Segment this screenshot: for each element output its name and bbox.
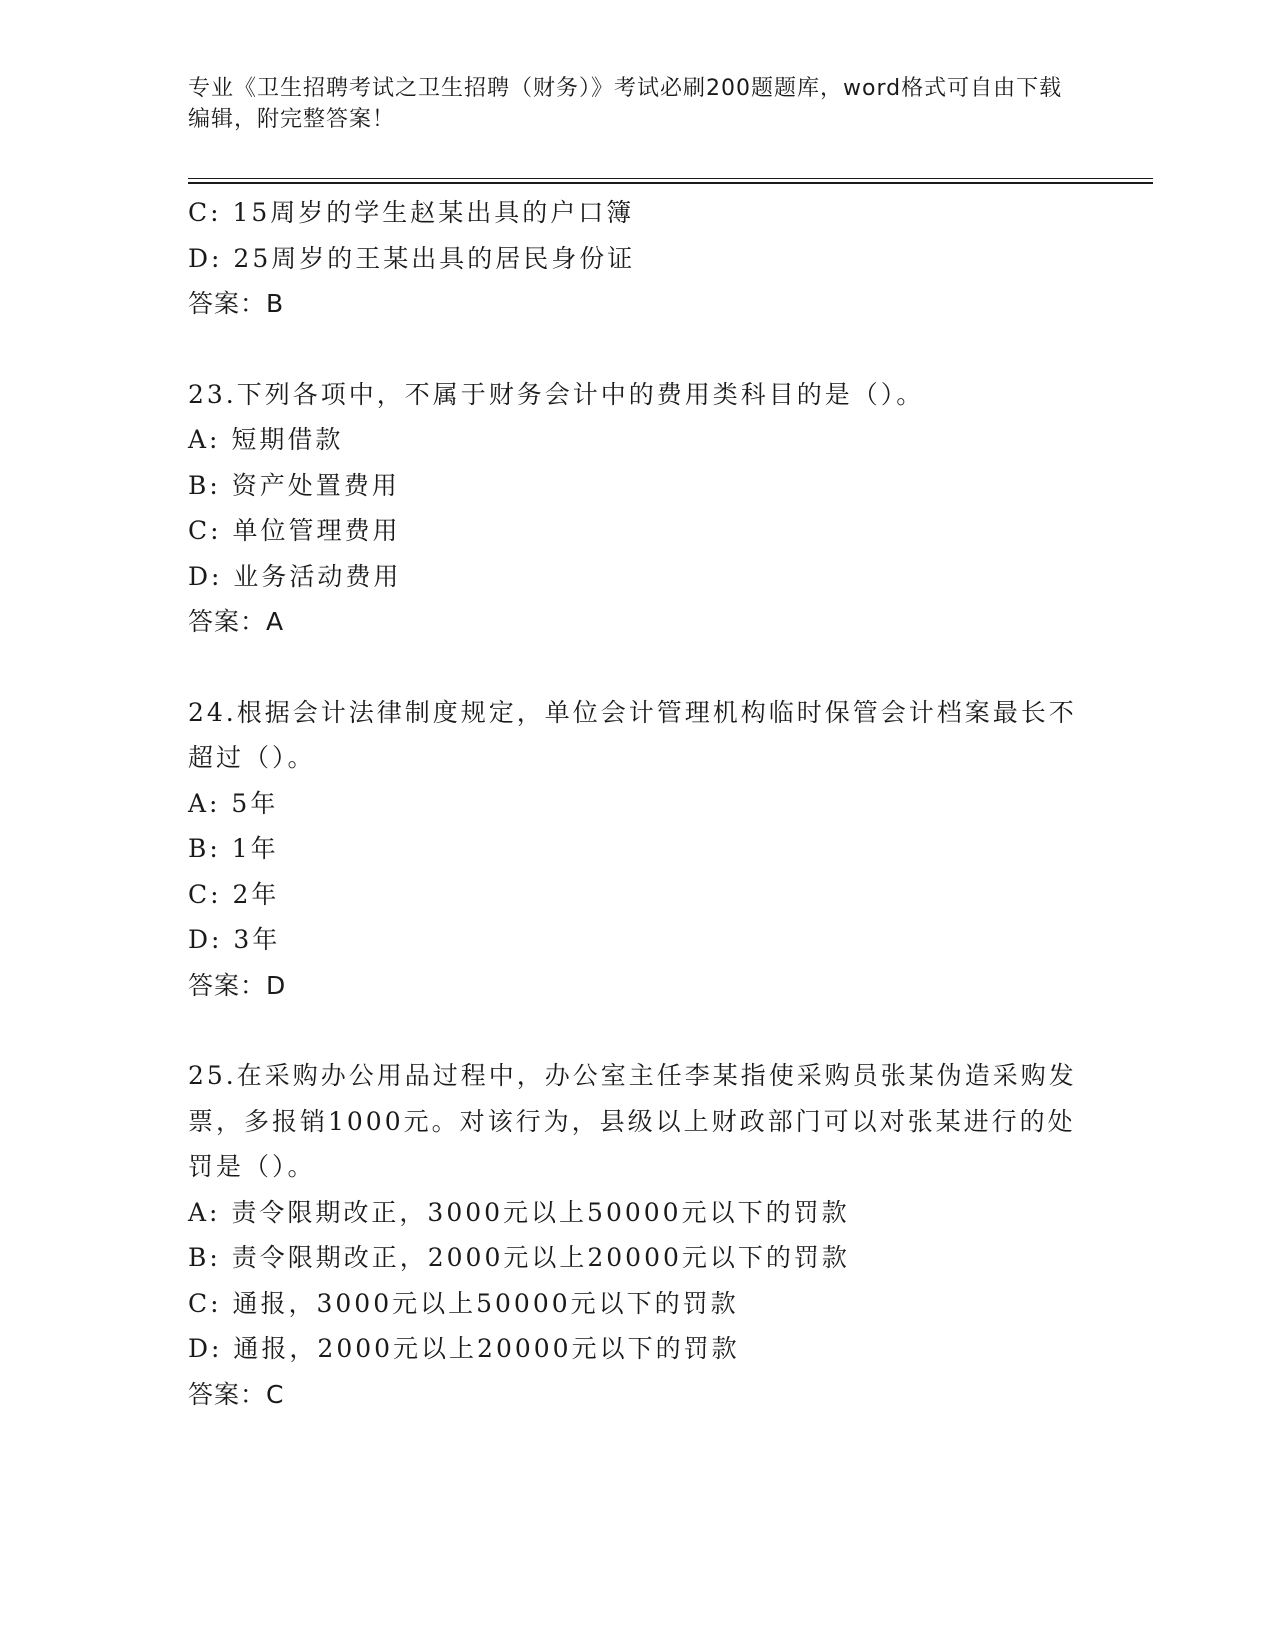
answer: 答案：D (188, 970, 287, 1000)
spacer (188, 645, 1078, 690)
option-d: D: 业务活动费用 (188, 561, 402, 591)
answer: 答案：B (188, 289, 285, 318)
question-25 (188, 1053, 1078, 1417)
option-c: C: 15周岁的学生赵某出具的户口簿 (188, 198, 635, 227)
option-b: B: 责令限期改正，2000元以上20000元以下的罚款 (188, 1243, 850, 1272)
spacer (188, 327, 1078, 372)
option-c: C: 单位管理费用 (188, 516, 401, 545)
spacer (188, 1008, 1078, 1053)
header-rule-thin (188, 178, 1153, 179)
option-a: A: 责令限期改正，3000元以上50000元以下的罚款 (188, 1197, 850, 1227)
option-a: A: 短期借款 (188, 425, 344, 454)
option-d: D: 3年 (188, 925, 281, 954)
question-list (188, 190, 1078, 1417)
option-d: D: 通报，2000元以上20000元以下的罚款 (188, 1334, 740, 1363)
question-24 (188, 690, 1078, 1009)
question-23 (188, 372, 1078, 645)
question-stem: 23.下列各项中，不属于财务会计中的费用类科目的是（）。 (188, 379, 925, 409)
answer: 答案：A (188, 607, 285, 636)
option-b: B: 资产处置费用 (188, 470, 400, 500)
option-a: A: 5年 (188, 788, 279, 818)
option-c: C: 通报，3000元以上50000元以下的罚款 (188, 1288, 739, 1318)
option-d: D: 25周岁的王某出具的居民身份证 (188, 243, 636, 273)
option-b: B: 1年 (188, 834, 279, 863)
question-stem: 24.根据会计法律制度规定，单位会计管理机构临时保管会计档案最长不超过（）。 (188, 697, 1077, 772)
question-22-continued (188, 190, 1078, 327)
option-c: C: 2年 (188, 879, 280, 909)
document-header: 专业《卫生招聘考试之卫生招聘（财务）》考试必刷200题题库，word格式可自由下载编辑，附完整答案！ (188, 76, 1063, 132)
question-stem: 25.在采购办公用品过程中，办公室主任李某指使采购员张某伪造采购发票，多报销1000元。对该行为，县级以上财政部门可以对张某进行的处罚是（）。 (188, 1061, 1077, 1181)
answer: 答案：C (188, 1379, 285, 1409)
header-rule-thick (188, 182, 1153, 184)
